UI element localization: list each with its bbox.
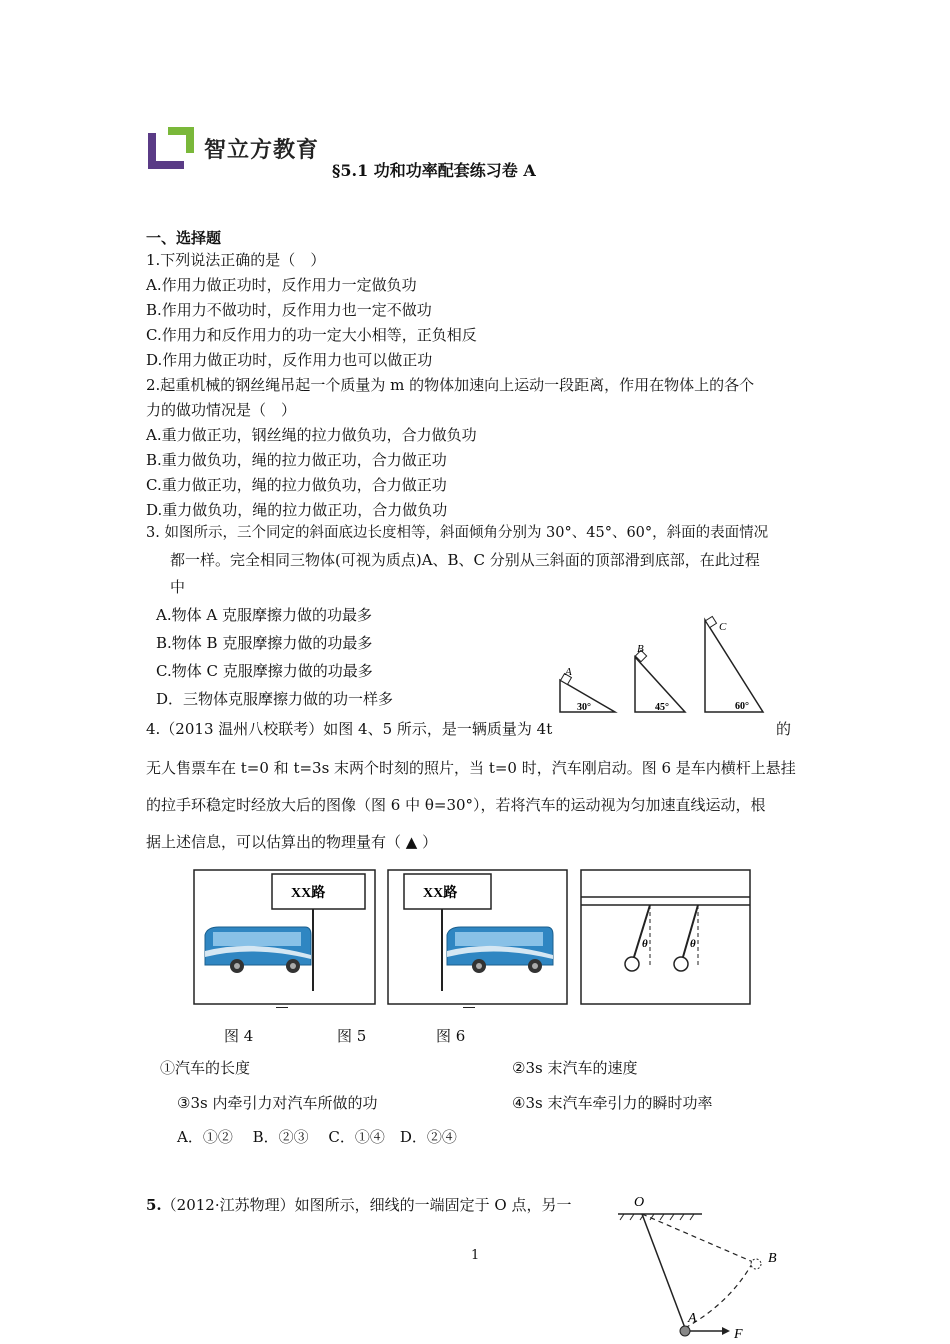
sign-text: XX路 [423,886,458,901]
q4-item-1: ①汽车的长度 [160,1059,251,1077]
hand-ring-figure-6 [580,869,751,1005]
incline-c [705,616,763,712]
q3-option-c: C.物体 C 克服摩擦力做的功最多 [156,662,373,680]
q1-option-d: D.作用力做正功时，反作用力也可以做正功 [146,351,433,369]
q4-item-2: ②3s 末汽车的速度 [512,1059,638,1077]
q4-choices: A．①② B．②③ C．①④ D．②④ [177,1128,457,1146]
incline-b-angle: 45° [655,702,669,713]
theta-label: θ [642,938,648,950]
q1-option-c: C.作用力和反作用力的功一定大小相等，正负相反 [146,326,477,344]
question-2-stem-cont: 力的做功情况是（ ） [146,401,297,419]
question-4-stem-line2: 无人售票车在 t=0 和 t=3s 末两个时刻的照片，当 t=0 时，汽车刚启动。图 6 是车内横杆上悬挂 [146,759,796,777]
q2-option-d: D.重力做负功，绳的拉力做正功，合力做负功 [146,501,448,519]
small-dash [463,1007,475,1008]
figure-caption-6: 图 6 [436,1027,466,1045]
q2-option-c: C.重力做正功，绳的拉力做负功，合力做正功 [146,476,447,494]
section-heading: 一、选择题 [146,229,222,247]
question-4-stem: 4.（2013 温州八校联考）如图 4、5 所示，是一辆质量为 4t [146,720,553,738]
logo [146,125,321,173]
logo-mark-icon [146,125,198,173]
q3-option-a: A.物体 A 克服摩擦力做的功最多 [156,606,372,624]
point-o-label: O [634,1195,645,1210]
question-3-stem-end: 中 [170,578,186,596]
small-dash [276,1007,288,1008]
question-1-stem: 1.下列说法正确的是（ ） [146,251,326,269]
sign-text: XX路 [291,886,326,901]
question-4-stem-tail: 的 [776,720,792,738]
question-5-number: 5. [146,1196,162,1214]
point-b-label: B [768,1251,777,1266]
incline-c-angle: 60° [735,701,749,712]
q1-option-b: B.作用力不做功时，反作用力也一定不做功 [146,301,432,319]
q1-option-a: A.作用力做正功时，反作用力一定做负功 [146,276,417,294]
q4-item-3: ③3s 内牵引力对汽车所做的功 [177,1094,378,1112]
q2-option-b: B.重力做负功，绳的拉力做正功，合力做正功 [146,451,447,469]
question-4-stem-line3: 的拉手环稳定时经放大后的图像（图 6 中 θ=30°），若将汽车的运动视为匀加速直线运动，根 [146,796,766,814]
bus-figure-5 [387,869,568,1005]
question-5-text: （2012·江苏物理）如图所示，细线的一端固定于 O 点，另一 [161,1196,572,1214]
theta-label: θ [690,938,696,950]
incline-b [635,643,685,713]
incline-a-angle: 30° [577,702,591,713]
question-3-stem: 3. 如图所示，三个同定的斜面底边长度相等，斜面倾角分别为 30°、45°、60°，斜面的表面情况 [146,525,769,541]
pendulum-figure [610,1188,790,1342]
incline-b-label: B [637,643,644,655]
incline-c-label: C [719,621,727,633]
incline-a-label: A [565,666,572,678]
question-5-stem [146,1193,571,1218]
q2-option-a: A.重力做正功，钢丝绳的拉力做负功，合力做负功 [146,426,477,444]
q3-option-d: D．三物体克服摩擦力做的功一样多 [156,690,394,708]
figure-caption-5: 图 5 [337,1027,367,1045]
incline-a [560,666,615,713]
question-3-stem-cont: 都一样。完全相同三物体(可视为质点)A、B、C 分别从三斜面的顶部滑到底部，在此过程 [170,551,760,569]
incline-figure [555,612,775,717]
page-number: 1 [471,1248,480,1263]
q4-item-4: ④3s 末汽车牵引力的瞬时功率 [512,1094,713,1112]
q3-option-b: B.物体 B 克服摩擦力做的功最多 [156,634,373,652]
logo-text: 智立方教育 [204,138,320,163]
figure-caption-4: 图 4 [224,1027,254,1045]
force-f-label: F [734,1327,743,1342]
point-a-label: A [688,1311,697,1326]
question-4-stem-line4: 据上述信息，可以估算出的物理量有（ ▲ ） [146,833,438,851]
bus-figure-4 [193,869,376,1005]
page-title: §5.1 功和功率配套练习卷 A [332,161,536,180]
question-2-stem: 2.起重机械的钢丝绳吊起一个质量为 m 的物体加速向上运动一段距离，作用在物体上的各个 [146,376,755,394]
